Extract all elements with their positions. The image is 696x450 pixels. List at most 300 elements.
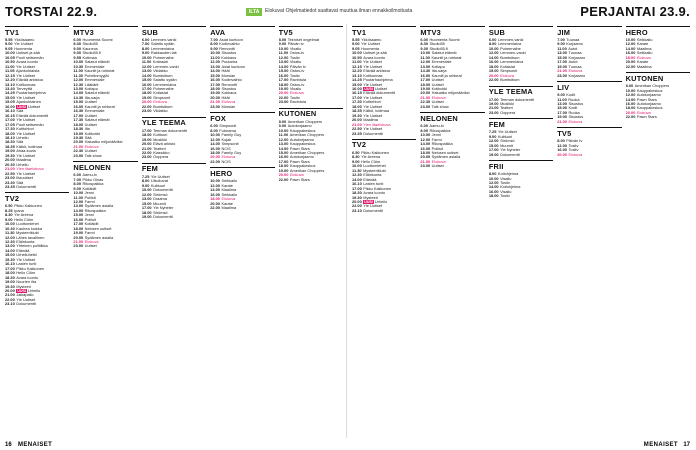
program-title: Visailu [500, 175, 512, 181]
program-time: 8.00 [625, 83, 634, 89]
program-time: 14.00 [210, 68, 220, 74]
program-time: 13.00 [420, 63, 431, 69]
program-title: Yle Uutiset [363, 126, 383, 132]
program-title: Pikku Kakkonen [361, 149, 389, 155]
program-time: 13.10 [5, 81, 15, 87]
program-time: 7.00 [73, 176, 81, 182]
program-time: 9.00 [352, 41, 360, 47]
program-title: Salatut elämät [84, 59, 110, 65]
program-title: Ykkösaamu [14, 37, 35, 42]
channel-block [5, 192, 69, 306]
program-title: Yle Uutiset [16, 296, 36, 302]
program-time: 18.00 [625, 54, 636, 60]
program-title: Kätkö, kotimaa [363, 108, 389, 114]
left-page-number: 16 [5, 442, 12, 448]
program-time: 12.00 [420, 59, 431, 65]
program-time: 23.00 [73, 152, 84, 158]
program-title: Pawn Stars [636, 96, 657, 102]
program-title: Ykkösaamu [361, 37, 382, 42]
program-time: 23.10 [352, 207, 362, 213]
program-title: Huomenta Suomi [82, 37, 113, 42]
program-time: 22.00 [278, 176, 289, 182]
program-title: Yle Uutiset [497, 129, 517, 135]
program-title: Asiat kuntoon [219, 37, 243, 42]
program-time: 9.00 [278, 123, 287, 129]
channel-name: TV1 [5, 26, 69, 37]
program-time: 18.00 [210, 196, 220, 202]
program-title: Elokuva [84, 239, 99, 245]
program-time: 20.00 [73, 139, 84, 145]
program-time: 16.10 [352, 181, 362, 187]
channel-block [142, 26, 206, 114]
program-time: 14.00 [73, 90, 84, 96]
program-title: Eläinkunta [16, 239, 35, 245]
program-title: Salattu sydän [153, 77, 177, 83]
program-title: Elokuva [431, 94, 446, 100]
channel-block [279, 26, 343, 105]
program-time: 16.00 [278, 154, 289, 160]
channel-name: FRII [489, 160, 553, 171]
program-title: Amerikan Choppers [289, 132, 325, 138]
program-time: 12.00 [141, 63, 152, 69]
program-title: Luottomiehet [16, 221, 39, 227]
program-time: 10.00 [73, 190, 84, 196]
program-title: Lemmenlaiva [500, 59, 524, 65]
program-title: Päivän tv [287, 41, 304, 47]
program-time: 20.00 [210, 154, 220, 160]
program-time: 9.00 [73, 45, 81, 51]
program-title: Kätkö, kotimaa [16, 143, 42, 149]
right-day-heading: PERJANTAI 23.9. [580, 4, 690, 19]
program-time: 17.00 [488, 96, 499, 102]
program-title: Pawn Stars [289, 145, 310, 151]
program-title: Elokuva [221, 154, 236, 160]
program-entry [557, 120, 621, 124]
channel-block [142, 117, 206, 160]
program-title: Amerikan Choppers [289, 149, 325, 155]
listing-column [489, 26, 553, 436]
program-time: 18.00 [278, 163, 289, 169]
program-title: Sisustus [221, 50, 237, 56]
program-title: Amerikan Choppers [287, 118, 323, 124]
program-title: Päivän tv [566, 138, 583, 144]
program-time: 20.00 [488, 72, 499, 78]
program-title: Karate [636, 59, 649, 65]
program-time: 19.00 [420, 85, 431, 91]
channel-name: AVA [210, 26, 274, 37]
program-time: 11.00 [278, 132, 289, 138]
program-title: Kauppakeskus [636, 87, 663, 93]
program-time: 20.00 [141, 141, 152, 147]
page-header [0, 0, 696, 24]
program-time: 12.15 [5, 72, 15, 78]
program-time: 17.30 [5, 126, 15, 132]
program-title: Autokorjaamo [636, 100, 661, 106]
program-title: Luottomiehet [363, 163, 386, 169]
program-time: 8.00 [557, 138, 565, 144]
program-time: 6.00 [488, 37, 497, 42]
program-title: Remontti [219, 45, 235, 51]
program-time: 12.00 [141, 191, 152, 197]
channel-block [73, 26, 137, 158]
program-title: Autokorjaamo [289, 154, 314, 160]
program-title: Amerikan Choppers [289, 167, 325, 173]
program-title: Nelosen uutiset [431, 149, 459, 155]
channel-block [489, 160, 553, 199]
program-time: 6.00 [420, 123, 428, 129]
program-time: 7.25 [141, 173, 150, 179]
program-title: Rikospaikka [431, 141, 453, 147]
program-time: 17.00 [5, 117, 15, 123]
program-time: 9.30 [420, 45, 428, 51]
program-time: 12.00 [73, 198, 84, 204]
listing-column [210, 26, 274, 436]
program-title: Kotiäidit [84, 221, 99, 227]
left-day-heading: TORSTAI 22.9. [5, 4, 98, 19]
channel-name: FOX [210, 112, 274, 123]
program-title: Salatut elämät [84, 90, 110, 96]
program-time: 18.00 [352, 103, 362, 109]
program-title: Yle Uutiset [16, 117, 36, 123]
program-title: Strömsö [500, 138, 515, 144]
program-title: Talk show [84, 152, 102, 158]
program-time: 18.00 [488, 63, 499, 69]
program-time: 14.00 [278, 145, 289, 151]
program-time: 12.00 [488, 179, 499, 185]
program-title: Elämää [16, 247, 30, 253]
channel-name: SUB [489, 26, 553, 37]
program-time: 17.00 [278, 77, 289, 83]
program-time: 17.00 [141, 85, 152, 91]
program-time: 17.00 [557, 59, 567, 65]
program-time: 8.00 [141, 45, 150, 51]
program-title: Dokumentti [363, 207, 383, 213]
program-time: 18.00 [278, 81, 289, 87]
program-title: Visailu [289, 45, 302, 51]
program-time: 23.00 [557, 72, 567, 78]
program-title: Yle Areena [361, 154, 381, 160]
program-time: 9.30 [73, 50, 81, 56]
program-title: Visailu [500, 188, 512, 194]
channel-block [489, 86, 553, 116]
program-title: Ostos-tv [289, 81, 305, 87]
program-title: Karate [636, 41, 649, 47]
channel-name: JIM [557, 26, 621, 37]
program-time: 8.00 [420, 127, 428, 133]
program-time: 15.00 [5, 94, 15, 100]
program-title: Urheiluhetki [16, 252, 37, 258]
listing-column [73, 26, 137, 436]
program-title: Tuunaa [568, 50, 582, 56]
program-time: 18.00 [210, 149, 220, 155]
program-time: 11.00 [141, 59, 152, 65]
program-time: 10.00 [625, 37, 636, 42]
program-time: 21.00 [420, 94, 431, 100]
program-time: 21.00 [557, 68, 567, 74]
program-time: 18.00 [141, 209, 152, 215]
program-title: Elokuva [289, 172, 304, 178]
program-time: 23.00 [420, 163, 431, 169]
program-time: 19.30 [5, 152, 15, 158]
program-title: Huomenta [361, 45, 380, 51]
program-title: Puoli seitsemän [16, 54, 44, 60]
program-time: 17.00 [5, 265, 15, 271]
program-time: 21.00 [557, 118, 567, 124]
program-time: 8.30 [73, 41, 81, 47]
program-title: Lemmenlaiva [150, 45, 175, 51]
program-title: Viidakko [153, 108, 168, 114]
program-time: 23.00 [278, 99, 289, 105]
program-title: Kodinvaihto [221, 77, 242, 83]
program-time: 22.50 [352, 126, 362, 132]
program-title: Ylen iltaelokuva [363, 121, 391, 127]
program-time: 18.00 [420, 81, 431, 87]
program-time: 16.15 [352, 90, 362, 96]
program-title: Emmerdale [84, 77, 105, 83]
program-title: Aamu-tv [82, 172, 97, 178]
program-title: Avara luonto [363, 190, 386, 196]
program-time: 15.00 [5, 252, 15, 258]
program-time: 14.00 [488, 184, 499, 190]
program-time: 22.00 [625, 63, 636, 69]
program-time: 14.00 [5, 247, 15, 253]
program-time: 22.30 [73, 148, 84, 154]
program-time: 9.55 [73, 54, 81, 60]
program-time: 14.00 [352, 176, 362, 182]
program-title: Elävää dokumentti [363, 90, 396, 96]
program-title: Ajankohtaista [16, 68, 40, 74]
program-time: 17.00 [210, 81, 220, 87]
program-time: 14.30 [420, 68, 431, 74]
program-title: Teeman dokumentti [500, 96, 535, 102]
program-title: Nuorten ilta [16, 279, 37, 285]
program-time: 12.30 [73, 81, 84, 87]
program-title: Sydämen asialla [84, 234, 114, 240]
program-title: Elävää arkistoa [16, 77, 43, 83]
program-title: Uutiset [431, 77, 444, 83]
program-time: 21.00 [5, 166, 15, 172]
program-title: Huomenta Suomi [429, 37, 460, 42]
program-title: Studio55.fi [429, 45, 448, 51]
program-title: Pikku Kakkonen [14, 203, 42, 209]
program-time: 7.25 [488, 129, 497, 135]
program-time: 18.35 [5, 143, 15, 149]
program-title: Kotiohjelma [500, 184, 521, 190]
program-time: 10.00 [210, 50, 220, 56]
program-time: 11.00 [278, 50, 289, 56]
program-title: Elävää arkistoa [363, 68, 390, 74]
channel-block [489, 26, 553, 83]
program-time: 17.30 [73, 117, 84, 123]
program-time: 6.50 [352, 149, 360, 155]
program-time: 10.00 [488, 175, 499, 181]
program-time: 23.00 [141, 154, 152, 160]
program-title: Elävä arkisto [153, 141, 176, 147]
program-time: 12.00 [5, 234, 15, 240]
program-time: 21.00 [141, 145, 152, 151]
channel-block [279, 108, 343, 182]
program-title: Talk show [431, 103, 449, 109]
program-title: Elokuva [636, 109, 651, 115]
program-title: Mysteeriklubi [16, 230, 39, 236]
program-title: Ostos-tv [289, 68, 305, 74]
program-time: 8.00 [210, 127, 218, 133]
program-time: 14.00 [210, 141, 220, 147]
program-title: Teatteri [153, 145, 166, 151]
program-title: Elokuva [636, 54, 651, 60]
channel-name: TV2 [5, 192, 69, 203]
program-time: 22.00 [210, 158, 220, 164]
program-title: Pawn Stars [289, 176, 310, 182]
program-time: 16.00 [557, 147, 567, 153]
program-time: 10.00 [73, 59, 84, 65]
program-time: 6.50 [5, 203, 13, 209]
channel-name: YLE TEEMA [489, 86, 553, 97]
program-entry [626, 115, 690, 119]
program-time: 11.30 [5, 230, 15, 236]
program-time: 8.30 [420, 41, 428, 47]
program-title: Elokuva [289, 90, 304, 96]
program-title: Aamu-tv [429, 123, 444, 129]
program-title: Päivän tv [289, 63, 306, 69]
program-title: Jenni [84, 212, 94, 218]
program-title: Maailma [221, 205, 237, 211]
program-time: 15.00 [141, 200, 152, 206]
program-title: Maailma [636, 45, 652, 51]
program-title: Dokumentti [153, 187, 173, 193]
channel-block [557, 26, 621, 78]
program-entry [210, 105, 274, 109]
program-time: 10.00 [488, 45, 499, 51]
program-time: 16.00 [420, 72, 431, 78]
program-time: 16.30 [73, 108, 84, 114]
program-title: Avara luonto [16, 274, 39, 280]
program-title: Pawn Stars [636, 114, 657, 120]
listing-column [352, 26, 416, 436]
program-time: 15.00 [73, 99, 84, 105]
program-entry [352, 209, 416, 213]
program-time: 21.00 [420, 158, 431, 164]
program-title: Karate [221, 200, 233, 206]
program-time: 7.00 [210, 37, 218, 42]
program-title: Kotiapu [431, 63, 445, 69]
program-time: 10.00 [210, 178, 220, 184]
program-title: Kauhea luokka [16, 225, 42, 231]
program-time: 9.00 [352, 158, 360, 164]
program-time: 10.00 [420, 50, 431, 56]
program-time: 23.00 [73, 243, 84, 249]
program-entry [352, 132, 416, 136]
program-title: Autokorjaamo [287, 123, 312, 129]
program-time: 14.30 [73, 94, 84, 100]
program-title: Uutiset ja sää [16, 50, 40, 56]
program-time: 17.05 [5, 121, 15, 127]
channel-block [557, 81, 621, 124]
program-time: 21.00 [73, 239, 84, 245]
program-title: Muumit [500, 142, 513, 148]
program-time: 13.00 [141, 196, 152, 202]
program-time: 12.00 [625, 92, 636, 98]
program-time: 18.00 [5, 270, 15, 276]
program-time: 18.00 [73, 121, 84, 127]
program-title: Visailu [289, 59, 302, 65]
program-time: 13.10 [352, 72, 362, 78]
program-title: Lemmen-vanki [497, 37, 524, 42]
program-time: 20.00 [210, 94, 220, 100]
program-title: Puutarhaohjelma [363, 77, 393, 83]
program-time: 21.00 [5, 292, 15, 298]
channel-name: LIV [557, 81, 621, 92]
program-title: Dokumentti [16, 183, 36, 189]
program-title: Karate [221, 182, 233, 188]
right-page-columns [352, 26, 690, 436]
program-time: 10.00 [210, 132, 220, 138]
program-title: Ulkokuvat [150, 178, 168, 184]
channel-name: SUB [142, 26, 206, 37]
channel-name: KUTONEN [626, 72, 690, 83]
program-title: Kauniit ja rohkeat [431, 54, 462, 60]
program-title: Kotiohjelma [497, 171, 519, 177]
program-time: 21.00 [488, 105, 499, 111]
program-title: Uutiset [431, 99, 444, 105]
page-gutter [346, 24, 347, 438]
program-title: Musiikki [153, 136, 167, 142]
program-time: 12.00 [210, 182, 220, 188]
program-title: Eläinkunta [363, 172, 382, 178]
program-title: Elokuva [221, 196, 236, 202]
program-title: Kauppakeskus [289, 141, 316, 147]
program-time: 10.00 [352, 163, 362, 169]
program-time: 16.00 [210, 191, 220, 197]
program-time: 19.00 [210, 90, 220, 96]
program-title: Avara luonto [363, 54, 386, 60]
program-title: Lemmen-vanki [500, 50, 526, 56]
program-title: Viidakko [153, 68, 168, 74]
program-title: Hello Clöm [16, 270, 36, 276]
program-time: 14.00 [420, 141, 431, 147]
program-title: Yle Nyheter [500, 147, 521, 153]
program-time: 23.00 [210, 103, 220, 109]
program-title: Uutiset [84, 112, 97, 118]
program-title: Kauppakeskus [289, 127, 316, 133]
program-title: Urheilu [374, 198, 388, 204]
program-title: Simpsonit [153, 94, 171, 100]
program-entry [210, 206, 274, 210]
program-title: Kodit [566, 92, 576, 98]
program-entry [420, 105, 484, 109]
program-title: Yle Uutiset [363, 59, 382, 65]
program-title: Mysteeri [363, 194, 378, 200]
program-title: Emmerdale [84, 108, 105, 114]
program-entry [557, 74, 621, 78]
program-title: Pawn Stars [289, 158, 310, 164]
program-time: 10.05 [5, 54, 15, 60]
program-title: Teeman dokumentti [153, 127, 188, 133]
program-time: 10.30 [5, 225, 15, 231]
program-time: 10.00 [5, 221, 15, 227]
program-title: Kotiasiat [153, 90, 168, 96]
program-time: 11.00 [557, 45, 567, 51]
program-time: 18.30 [5, 139, 15, 145]
program-title: Bumtsibum [500, 54, 520, 60]
left-publication-name: MENAISET [18, 442, 53, 448]
channel-name: HERO [626, 26, 690, 37]
program-title: Yle Uutiset [16, 72, 36, 78]
program-title: Yle Uutiset [361, 41, 380, 47]
new-badge: UUSI [17, 289, 26, 294]
program-time: 8.00 [488, 41, 497, 47]
channel-block [73, 161, 137, 249]
